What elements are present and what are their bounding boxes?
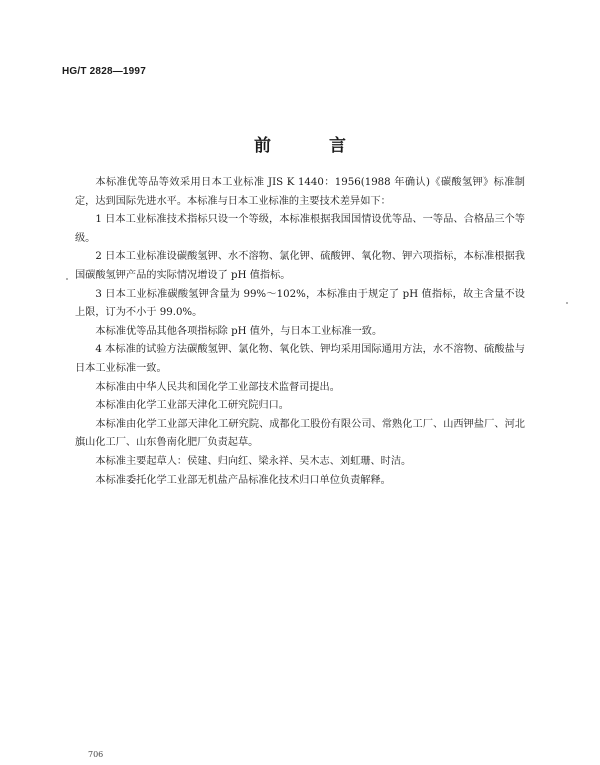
page-number: 706 (88, 750, 104, 759)
paragraph: 4 本标准的试验方法碳酸氢钾、氯化物、氧化铁、钾均采用国际通用方法，水不溶物、硫酸盐与日本工业标准一致。 (75, 344, 525, 374)
paragraph: 本标准委托化学工业部无机盐产品标准化技术归口单位负责解释。 (95, 474, 391, 486)
page-title: 前 言 (254, 136, 372, 156)
scan-speck (66, 278, 68, 280)
paragraph: 2 日本工业标准设碳酸氢钾、水不溶物、氯化钾、硫酸钾、氧化物、钾六项指标，本标准根据我国碳酸氢钾产品的实际情况增设了 pH 值指标。 (75, 251, 525, 281)
paragraph: 本标准由中华人民共和国化学工业部技术监督司提出。 (95, 381, 340, 393)
paragraph: 3 日本工业标准碳酸氢钾含量为 99%～102%，本标准由于规定了 pH 值指标，故主含量不设上限，订为不小于 99.0%。 (75, 288, 525, 319)
scan-speck (566, 302, 568, 304)
paragraph: 本标准由化学工业部天津化工研究院、成都化工股份有限公司、常熟化工厂、山西钾盐厂、河北旗山化工厂、山东鲁南化肥厂负责起草。 (75, 418, 525, 449)
paragraph: 1 日本工业标准技术指标只设一个等级，本标准根据我国国情设优等品、一等品、合格品三个等级。 (75, 214, 525, 244)
paragraph: 本标准优等品等效采用日本工业标准 JIS K 1440：1956(1988 年确认)《碳酸氢钾》标准制定，达到国际先进水平。本标准与日本工业标准的主要技术差异如下： (75, 177, 525, 207)
paragraph: 本标准优等品其他各项指标除 pH 值外，与日本工业标准一致。 (95, 325, 383, 337)
standard-code: HG/T 2828—1997 (62, 66, 146, 77)
foreword-body (75, 174, 525, 490)
paragraph: 本标准由化学工业部天津化工研究院归口。 (95, 400, 289, 412)
paragraph: 本标准主要起草人：侯建、归向红、梁永祥、吴木志、刘虹珊、时洁。 (95, 455, 412, 467)
